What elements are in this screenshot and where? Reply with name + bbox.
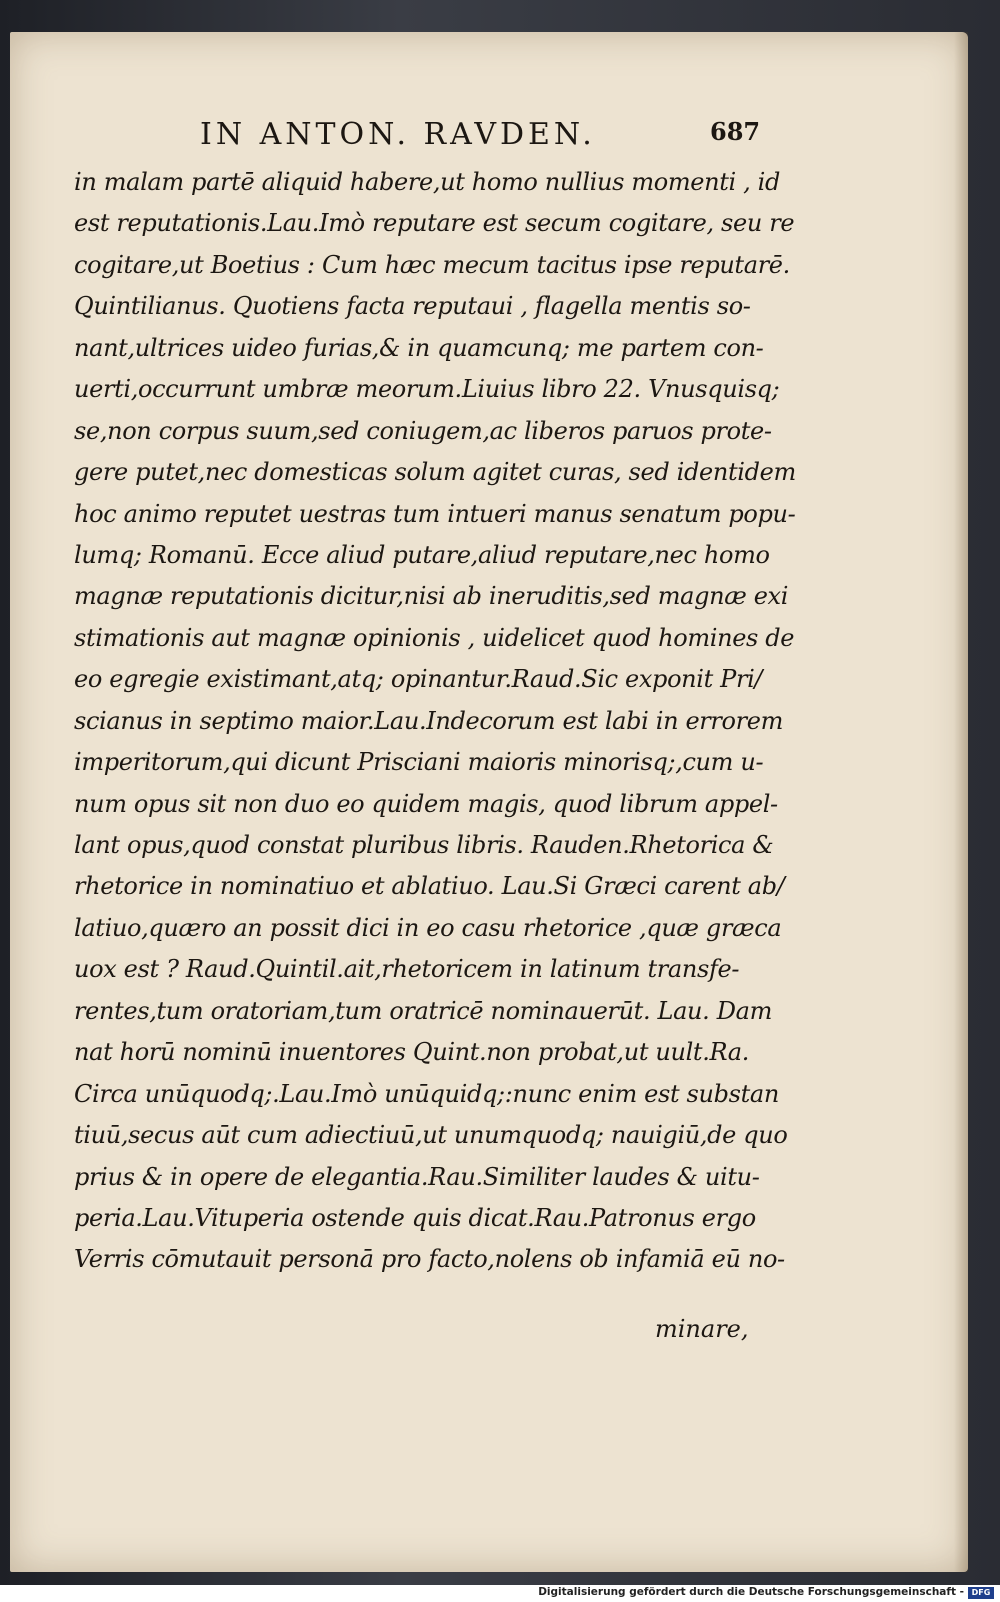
text-line: gere putet,nec domesticas solum agitet curas, sed identidem (74, 458, 796, 487)
text-line: lant opus,quod constat pluribus libris. Rauden.Rhetorica & (74, 831, 774, 859)
text-line: rhetorice in nominatiuo et ablatiuo. Lau.Si Græci carent ab/ (74, 872, 785, 901)
text-line: cogitare,ut Boetius : Cum hæc mecum tacitus ipse reputarē. (74, 250, 790, 279)
page-edge-shadow (954, 32, 968, 1572)
page-number: 687 (710, 117, 761, 146)
text-line: uox est ? Raud.Quintil.ait,rhetoricem in latinum transfe- (74, 955, 740, 984)
text-line: tiuū,secus aūt cum adiectiuū,ut unumquodq; nauigiū,de quo (74, 1121, 788, 1150)
text-line: latiuo,quæro an possit dici in eo casu rhetorice ,quæ græca (74, 913, 782, 942)
text-line: lumq; Romanū. Ecce aliud putare,aliud reputare,nec homo (74, 540, 770, 569)
text-line: rentes,tum oratoriam,tum oratricē nominauerūt. Lau. Dam (74, 996, 772, 1025)
text-line: peria.Lau.Vituperia ostende quis dicat.Rau.Patronus ergo (74, 1203, 756, 1232)
body-text (74, 162, 794, 1281)
text-line: nat horū nominū inuentores Quint.non probat,ut uult.Ra. (74, 1038, 750, 1067)
text-line: uerti,occurrunt umbræ meorum.Liuius libro 22. Vnusquisq; (74, 375, 780, 404)
text-line: stimationis aut magnæ opinionis , uidelicet quod homines de (74, 623, 795, 652)
text-line: Circa unūquodq;.Lau.Imò unūquidq;:nunc enim est substan (74, 1079, 779, 1108)
text-line: hoc animo reputet uestras tum intueri manus senatum popu- (74, 499, 796, 528)
text-line: imperitorum,qui dicunt Prisciani maioris minorisq;,cum u- (74, 748, 764, 777)
text-line: prius & in opere de elegantia.Rau.Similiter laudes & uitu- (74, 1162, 760, 1191)
text-line: nant,ultrices uideo furias,& in quamcunq; me partem con- (74, 333, 764, 362)
text-line: in malam partē aliquid habere,ut homo nullius momenti , id (74, 168, 780, 196)
text-line: eo egregie existimant,atq; opinantur.Raud.Sic exponit Pri/ (74, 665, 763, 694)
text-line: Verris cōmutauit personā pro facto,nolens ob infamiā eū no- (74, 1245, 785, 1274)
text-line: est reputationis.Lau.Imò reputare est secum cogitare, seu re (74, 209, 795, 238)
dfg-logo-icon: DFG (968, 1587, 994, 1599)
text-line: num opus sit non duo eo quidem magis, quod librum appel- (74, 789, 778, 818)
text-line: Quintilianus. Quotiens facta reputaui , flagella mentis so- (74, 292, 751, 321)
catchword: minare, (655, 1315, 749, 1343)
running-head: IN ANTON. RAVDEN. (200, 117, 596, 152)
text-line: se,non corpus suum,sed coniugem,ac liberos paruos prote- (74, 416, 772, 445)
footer-bar (0, 1585, 1000, 1602)
text-line: scianus in septimo maior.Lau.Indecorum est labi in errorem (74, 706, 784, 735)
funding-credit: Digitalisierung gefördert durch die Deutsche Forschungsgemeinschaft - (538, 1586, 964, 1598)
book-page (10, 32, 968, 1572)
page-header (10, 117, 968, 157)
text-line: magnæ reputationis dicitur,nisi ab ineruditis,sed magnæ exi (74, 582, 789, 611)
